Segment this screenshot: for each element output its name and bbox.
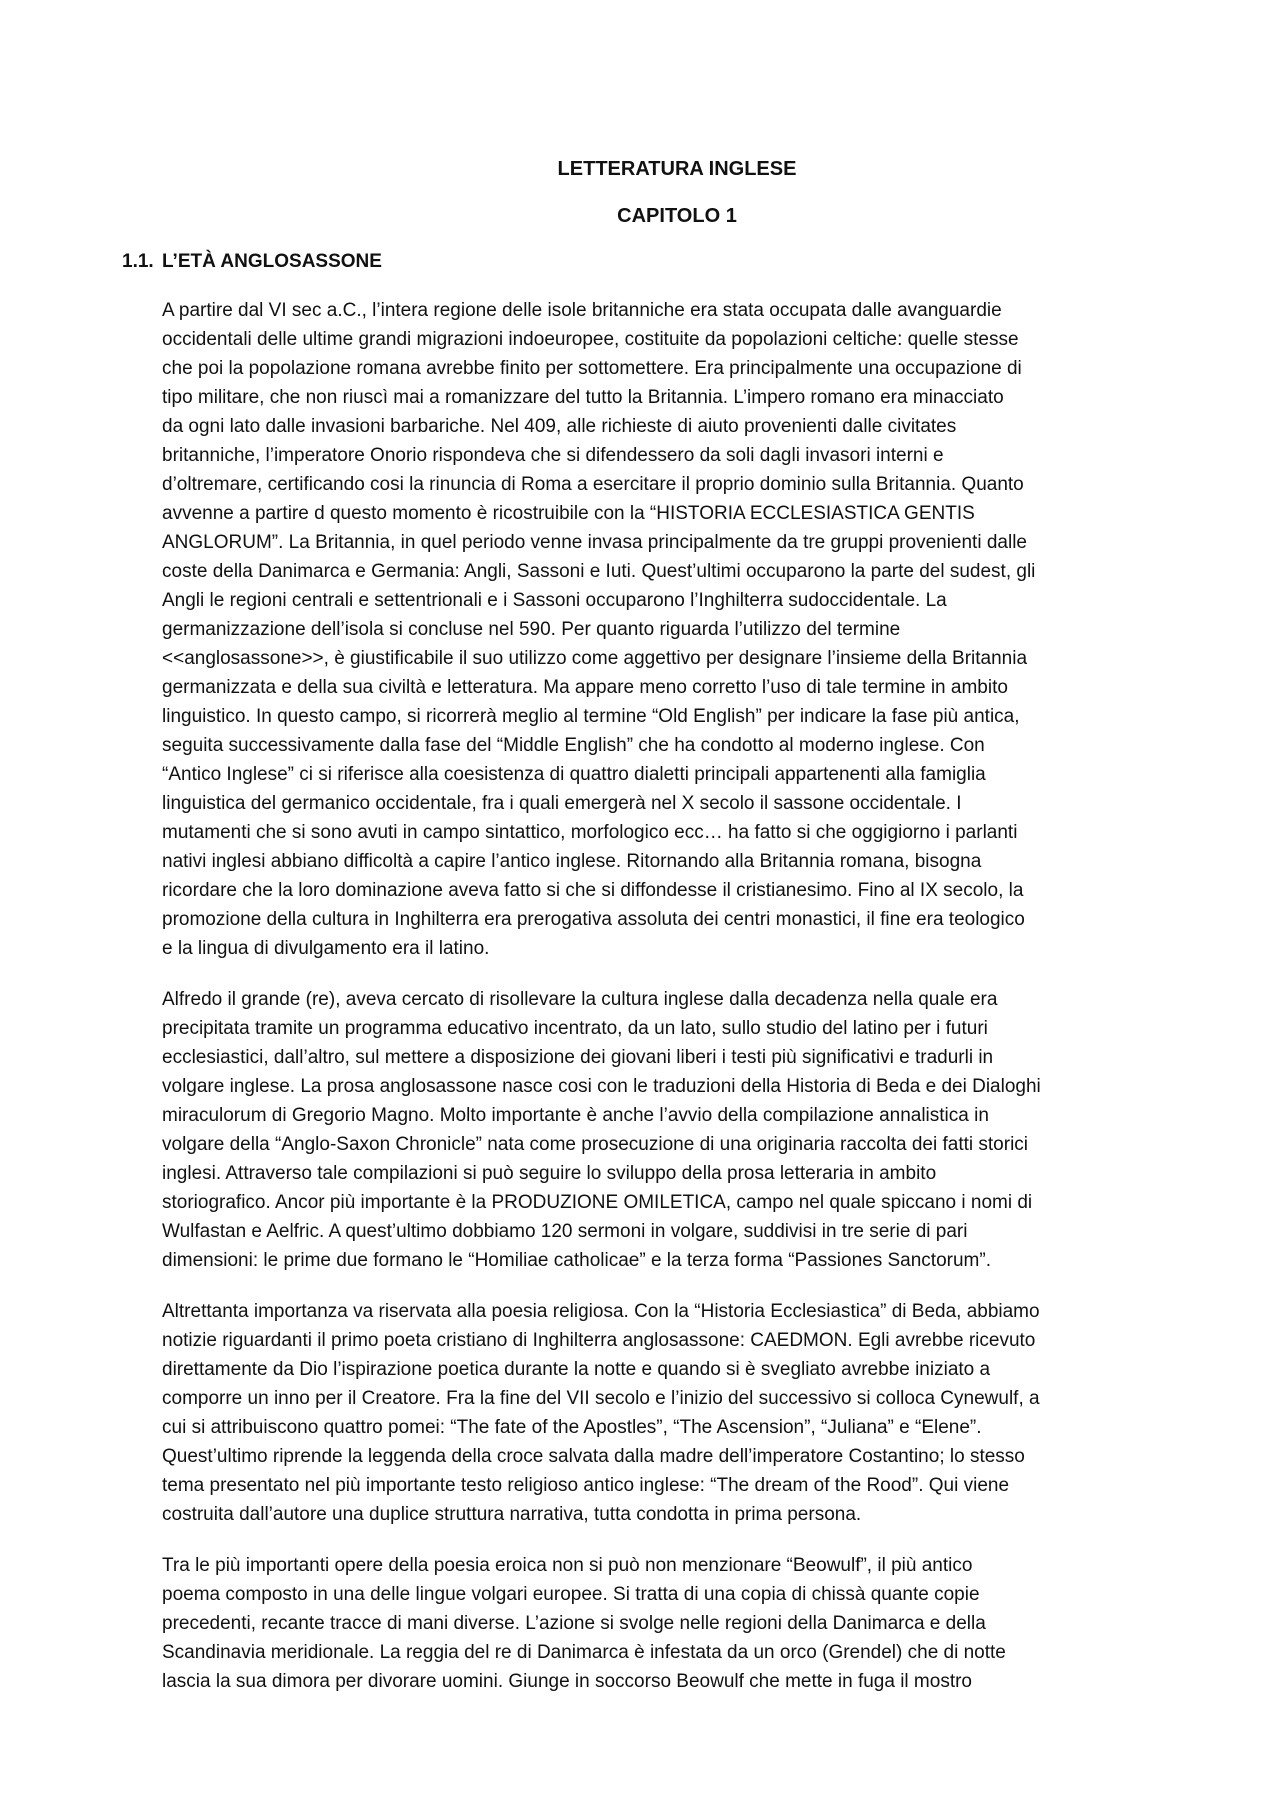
chapter-title: CAPITOLO 1 (617, 205, 737, 227)
text-line: Quest’ultimo riprende la leggenda della croce salvata dalla madre dell’imperatore Costantino; lo stesso (162, 1446, 1025, 1467)
text-line: da ogni lato dalle invasioni barbariche. Nel 409, alle richieste di aiuto provenienti dalle civitates (162, 416, 957, 437)
paragraph (162, 1297, 1162, 1529)
text-line: comporre un inno per il Creatore. Fra la fine del VII secolo e l’inizio del successivo si colloca Cynewulf, a (162, 1388, 1040, 1409)
text-line: ricordare che la loro dominazione aveva fatto si che si diffondesse il cristianesimo. Fino al IX secolo, la (162, 880, 1024, 901)
text-line: direttamente da Dio l’ispirazione poetica durante la notte e quando si è svegliato avrebbe iniziato a (162, 1359, 991, 1380)
text-line: costruita dall’autore una duplice struttura narrativa, tutta condotta in prima persona. (162, 1504, 862, 1525)
paragraph (162, 296, 1162, 963)
section-title: L’ETÀ ANGLOSASSONE (162, 251, 382, 272)
text-line: germanizzazione dell’isola si concluse nel 590. Per quanto riguarda l’utilizzo del termine (162, 619, 901, 640)
text-line: Wulfastan e Aelfric. A quest’ultimo dobbiamo 120 sermoni in volgare, suddivisi in tre serie di pari (162, 1221, 968, 1242)
text-line: britanniche, l’imperatore Onorio rispondeva che si difendessero da soli dagli invasori interni e (162, 445, 944, 466)
text-line: seguita successivamente dalla fase del “Middle English” che ha condotto al moderno inglese. Con (162, 735, 985, 756)
paragraph (162, 1551, 1162, 1696)
text-line: linguistica del germanico occidentale, fra i quali emergerà nel X secolo il sassone occidentale. I (162, 793, 962, 814)
text-line: che poi la popolazione romana avrebbe finito per sottomettere. Era principalmente una occupazione di (162, 358, 1022, 379)
text-line: notizie riguardanti il primo poeta cristiano di Inghilterra anglosassone: CAEDMON. Egli avrebbe ricevuto (162, 1330, 1036, 1351)
text-line: cui si attribuiscono quattro pomei: “The fate of the Apostles”, “The Ascension”, “Juliana” e “Elene”. (162, 1417, 982, 1438)
paragraph (162, 985, 1162, 1275)
text-line: storiografico. Ancor più importante è la PRODUZIONE OMILETICA, campo nel quale spiccano i nomi di (162, 1192, 1033, 1213)
text-line: tipo militare, che non riuscì mai a romanizzare del tutto la Britannia. L’impero romano era minacciato (162, 387, 1004, 408)
text-line: lascia la sua dimora per divorare uomini. Giunge in soccorso Beowulf che mette in fuga il mostro (162, 1671, 972, 1692)
body-text (162, 296, 1162, 1718)
text-line: linguistico. In questo campo, si ricorrerà meglio al termine “Old English” per indicare la fase più antica, (162, 706, 1020, 727)
text-line: “Antico Inglese” ci si riferisce alla coesistenza di quattro dialetti principali appartenenti alla famiglia (162, 764, 986, 785)
text-line: occidentali delle ultime grandi migrazioni indoeuropee, costituite da popolazioni celtiche: quelle stesse (162, 329, 1019, 350)
text-line: Tra le più importanti opere della poesia eroica non si può non menzionare “Beowulf”, il più antico (162, 1555, 973, 1576)
text-line: dimensioni: le prime due formano le “Homiliae catholicae” e la terza forma “Passiones Sanctorum”. (162, 1250, 991, 1271)
text-line: A partire dal VI sec a.C., l’intera regione delle isole britanniche era stata occupata dalle avanguardie (162, 300, 1002, 321)
text-line: germanizzata e della sua civiltà e letteratura. Ma appare meno corretto l’uso di tale termine in ambito (162, 677, 1008, 698)
text-line: volgare della “Anglo-Saxon Chronicle” nata come prosecuzione di una originaria raccolta dei fatti storici (162, 1134, 1029, 1155)
text-line: Scandinavia meridionale. La reggia del re di Danimarca è infestata da un orco (Grendel) che di notte (162, 1642, 1006, 1663)
text-line: inglesi. Attraverso tale compilazioni si può seguire lo sviluppo della prosa letteraria in ambito (162, 1163, 937, 1184)
text-line: mutamenti che si sono avuti in campo sintattico, morfologico ecc… ha fatto si che oggigiorno i parlanti (162, 822, 1018, 843)
text-line: avvenne a partire d questo momento è ricostruibile con la “HISTORIA ECCLESIASTICA GENTIS (162, 503, 975, 524)
text-line: precipitata tramite un programma educativo incentrato, da un lato, sullo studio del latino per i futuri (162, 1018, 988, 1039)
text-line: e la lingua di divulgamento era il latino. (162, 938, 490, 959)
text-line: volgare inglese. La prosa anglosassone nasce cosi con le traduzioni della Historia di Beda e dei Dialoghi (162, 1076, 1041, 1097)
document-title: LETTERATURA INGLESE (557, 158, 797, 180)
text-line: precedenti, recante tracce di mani diverse. L’azione si svolge nelle regioni della Danimarca e della (162, 1613, 986, 1634)
text-line: coste della Danimarca e Germania: Angli, Sassoni e Iuti. Quest’ultimi occuparono la parte del sudest, gli (162, 561, 1036, 582)
text-line: <<anglosassone>>, è giustificabile il suo utilizzo come aggettivo per designare l’insieme della Britannia (162, 648, 1028, 669)
text-line: Altrettanta importanza va riservata alla poesia religiosa. Con la “Historia Ecclesiastica” di Beda, abbiamo (162, 1301, 1040, 1322)
section-heading (122, 250, 382, 274)
section-number: 1.1. (122, 251, 154, 272)
text-line: Alfredo il grande (re), aveva cercato di risollevare la cultura inglese dalla decadenza nella quale era (162, 989, 998, 1010)
text-line: miraculorum di Gregorio Magno. Molto importante è anche l’avvio della compilazione annalistica in (162, 1105, 989, 1126)
text-line: promozione della cultura in Inghilterra era prerogativa assoluta dei centri monastici, il fine era teologico (162, 909, 1025, 930)
text-line: d’oltremare, certificando cosi la rinuncia di Roma a esercitare il proprio dominio sulla Britannia. Quanto (162, 474, 1024, 495)
text-line: ANGLORUM”. La Britannia, in quel periodo venne invasa principalmente da tre gruppi provenienti dalle (162, 532, 1027, 553)
text-line: ecclesiastici, dall’altro, sul mettere a disposizione dei giovani liberi i testi più significativi e tradurli in (162, 1047, 994, 1068)
text-line: Angli le regioni centrali e settentrionali e i Sassoni occuparono l’Inghilterra sudoccidentale. La (162, 590, 947, 611)
text-line: nativi inglesi abbiano difficoltà a capire l’antico inglese. Ritornando alla Britannia romana, bisogna (162, 851, 982, 872)
text-line: poema composto in una delle lingue volgari europee. Si tratta di una copia di chissà quante copie (162, 1584, 980, 1605)
text-line: tema presentato nel più importante testo religioso antico inglese: “The dream of the Rood”. Qui viene (162, 1475, 1010, 1496)
